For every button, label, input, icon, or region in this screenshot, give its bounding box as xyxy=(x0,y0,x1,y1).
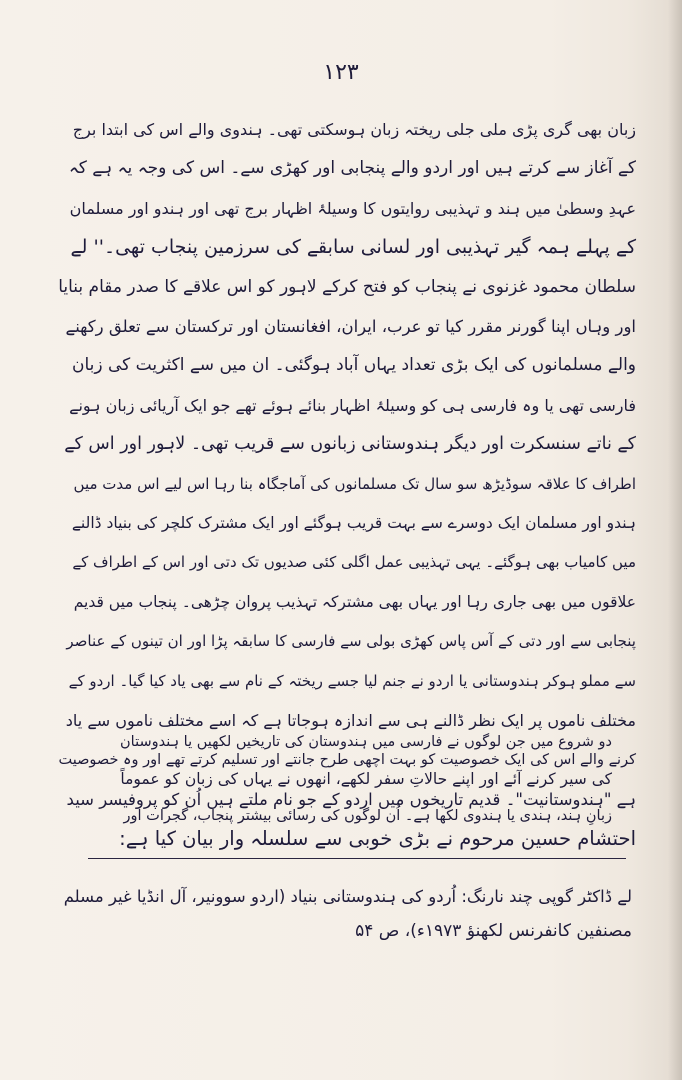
body-line: اور وہاں اپنا گورنر مقرر کیا تو عرب، ایران، افغانستان اور ترکستان سے تعلق رکھنے xyxy=(65,317,636,337)
body-line: پنجابی سے اور دتی کے آس پاس کھڑی بولی سے فارسی کا سابقہ پڑا اور ان تینوں کے عناصر xyxy=(66,632,636,651)
quote-line: دو شروع میں جن لوگوں نے فارسی میں ہندوستان کی تاریخیں لکھیں یا ہندوستان xyxy=(120,734,612,750)
footnote xyxy=(60,880,632,948)
body-line: ہے "ہندوستانیت"۔ قدیم تاریخوں میں اردو کے جو نام ملتے ہیں اُن کو پروفیسر سید xyxy=(66,789,636,809)
page-number: ۱۲۳ xyxy=(323,60,359,85)
footnote-line: لے ڈاکٹر گوپی چند نارنگ: اُردو کی ہندوستانی بنیاد (اردو سوونیر، آل انڈیا غیر مسلم xyxy=(63,887,632,906)
body-line: سلطان محمود غزنوی نے پنجاب کو فتح کرکے لاہور کو اس علاقے کا صدر مقام بنایا xyxy=(58,276,636,297)
footnote-divider xyxy=(88,858,626,859)
body-line: کے آغاز سے کرتے ہیں اور اردو والے پنجابی اور کھڑی سے۔ اس کی وجہ یہ ہے کہ xyxy=(68,158,636,179)
body-line: عہدِ وسطیٰ میں ہند و تہذیبی روایتوں کا وسیلۂ اظہار برج تھی اور ہندو اور مسلمان xyxy=(69,198,636,218)
body-line: علاقوں میں بھی جاری رہا اور یہاں بھی مشترکہ تہذیب پروان چڑھی۔ پنجاب میں قدیم xyxy=(73,592,636,611)
page-edge-shadow xyxy=(668,0,682,1080)
body-line: زبان بھی گری پڑی ملی جلی ریختہ زبان ہوسکتی تھی۔ ہندوی والے اس کی ابتدا برج xyxy=(72,120,636,139)
body-line: فارسی تھی یا وہ فارسی ہی کو وسیلۂ اظہار بنائے ہوئے تھے جو ایک آریائی زبان ہونے xyxy=(69,395,636,415)
body-line: کے ناتے سنسکرت اور دیگر ہندوستانی زبانوں سے قریب تھی۔ لاہور اور اس کے xyxy=(64,434,636,455)
footnote-line: مصنفین کانفرنس لکھنؤ ۱۹۷۳ء)، ص ۵۴ xyxy=(355,921,632,941)
body-line: ہندو اور مسلمان ایک دوسرے سے بہت قریب ہوگئے اور ایک مشترک کلچر کی بنیاد ڈالنے xyxy=(71,514,636,533)
body-line: مختلف ناموں پر ایک نظر ڈالنے ہی سے اندازہ ہوجاتا ہے کہ اسے مختلف ناموں سے یاد xyxy=(65,711,636,731)
body-line: کرنے والے اس کی ایک خصوصیت کو بہت اچھی طرح جانتے اور تسلیم کرتے تھے اور وہ خصوصیت xyxy=(58,751,636,768)
body-line: کے پہلے ہمہ گیر تہذیبی اور لسانی سابقے کی سرزمین پنجاب تھی۔'' لے xyxy=(70,236,636,259)
body-line: احتشام حسین مرحوم نے بڑی خوبی سے سلسلہ وار بیان کیا ہے: xyxy=(119,827,636,851)
quote-line: کی سیر کرنے آئے اور اپنے حالاتِ سفر لکھے، انھوں نے یہاں کی زبان کو عموماً xyxy=(120,770,612,788)
body-line: میں کامیاب بھی ہوگئے۔ یہی تہذیبی عمل اگلی کئی صدیوں تک دتی اور اس کے اطراف کے xyxy=(72,553,636,572)
body-line: سے مملو ہوکر ہندوستانی یا اردو نے جنم لیا جسے ریختہ کے نام سے بھی یاد کیا گیا۔ اردو کے xyxy=(68,671,636,690)
body-line: اطراف کا علاقہ سوڈیڑھ سو سال تک مسلمانوں کی آماجگاہ بنا رہا اس لیے اس مدت میں xyxy=(73,474,636,493)
quote-line: زبانِ ہند، ہندی یا ہندوی لکھا ہے۔ اُن لوگوں کی رسائی بیشتر پنجاب، گجرات اور xyxy=(123,808,612,824)
body-line: والے مسلمانوں کی ایک بڑی تعداد یہاں آباد ہوگئی۔ ان میں سے اکثریت کی زبان xyxy=(72,355,636,376)
block-quote xyxy=(110,724,612,835)
